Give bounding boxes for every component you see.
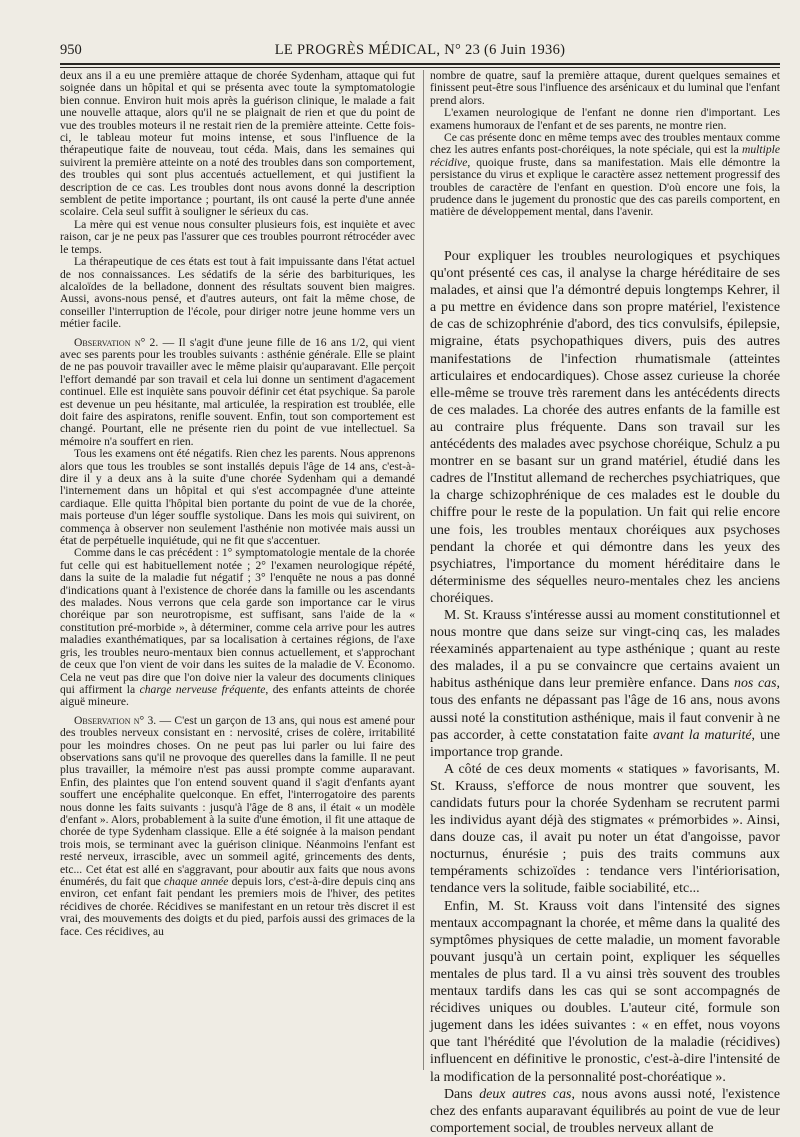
paragraph: La mère qui est venue nous consulter plusieurs fois, est inquiète et avec raison, car je ne peux pas l'assurer que ces troubles pourront rétrocéder avec le temps. xyxy=(60,217,415,256)
text-run: Comme dans le cas précédent : 1° symptomatologie mentale de la chorée fut celle qui est habituellement notée ; 2° l'examen neurologique répété, dans la suite de la maladie fut négatif ; 3° l'enquête ne nous a pas donné d'indications quant à l'existence de chorée dans la famille ou les ascendants des malades. Nous verrons que cela garde son importance car le virus choréique par son neurotropisme, est suffisant, sans l'aide de la « constitution pré-morbide », à déterminer, comme cela arrive pour les autres maladies exanthématiques, par sa localisation à certaines régions, de l'axe gris, les troubles neuro-mentaux bien connus actuellement, et s'approchant de ceux que l'on vient de voir dans les suites de la maladie de V. Economo. Cela ne veut pas dire que l'on doive nier la valeur des documents cliniques qui affirment la xyxy=(60,546,415,696)
paragraph xyxy=(430,132,780,219)
text-run: M. St. Krauss s'intéresse aussi au moment constitutionnel et nous montre que dans seize sur vingt-cinq cas, les malades réexaminés appartenaient au type asthénique ; quant au reste des malades, il a pu se convaincre que certains avaient un habitus asthénique dans leur première enfance. Dans xyxy=(430,607,780,692)
page-number: 950 xyxy=(60,42,82,58)
observation-3 xyxy=(60,715,415,938)
emphasis: avant la maturité xyxy=(652,727,752,743)
paragraph: nombre de quatre, sauf la première attaque, durent quelques semaines et finissent peut-être sous l'influence des arsénicaux et du luminal que l'enfant prend alors. xyxy=(430,69,780,107)
observation-text: — Il s'agit d'une jeune fille de 16 ans 1/2, qui vient avec ses parents pour les troubles suivants : asthénie générale. Elle se plaint de ne pas pouvoir travailler avec le même plaisir qu'auparavant. Elle perçoit l'effort demandé par son travail et cela lui donne un sentiment d'agacement continuel. Elle est inquiète sans pouvoir définir cet état psychique. Sa parole est devenue un peu hésitante, mal articulée, la respiration est troublée, elle doit faire des aspiratons, renifle souvent. Enfin, tout son comportement est changé. Pourtant, elle ne présente rien du point de vue intellectuel. Sa mémoire n'a souffert en rien. xyxy=(60,335,416,448)
paragraph xyxy=(60,547,415,708)
text-run: , nous avons aussi noté, l'existence chez des enfants auparavant équilibrés au point de vue de leur comportement social, de troubles nerveux allant de xyxy=(430,1086,780,1136)
right-column-small-print xyxy=(430,70,780,219)
observation-2 xyxy=(60,337,415,449)
paragraph xyxy=(430,607,780,761)
text-run: Ce cas présente donc en même temps avec des troubles mentaux comme chez les autres enfants post-choréiques, la note spéciale, qui est la xyxy=(430,131,780,157)
observation-text: — C'est un garçon de 13 ans, qui nous est amené pour des troubles nerveux consistant en : nervosité, crises de colère, irritabilité pour les moindres choses. On ne peut pas lui parler ou lui faire des observations sans qu'il ne provoque des querelles dans la famille. Il ne peut plus travailler, la mémoire n'est pas aussi prompte comme auparavant. Enfin, des plaintes que l'on entend souvent quand il s'agit d'enfants ayant souffert une encéphalite quelconque. En effet, l'interrogatoire des parents nous donne les faits suivants : jusqu'à l'âge de 8 ans, il était « un modèle d'enfant ». Alors, probablement à la suite d'une émotion, il fit une attaque de chorée de type Sydenham classique. Elle a été soignée à la maison pendant trois mois, se terminant avec la guérison clinique. Néanmoins l'enfant est resté nerveux, irrascible, avec un sommeil agité, grincements des dents, etc... Cet état est allé en s'aggravant, pour aboutir aux faits que nous avons énumérés, du fait que xyxy=(60,713,416,888)
paragraph: Enfin, M. St. Krauss voit dans l'intensité des signes mentaux accompagnant la chorée, et même dans la qualité des symptômes physiques de cette maladie, un moment favorable pouvant jusqu'à un certain point, expliquer les séquelles mentales de plus tard. Il a vu ainsi très souvent des troubles mentaux tardifs dans les cas qui se sont accompagnés de récidives uniques ou doubles. L'auteur cité, formule son jugement dans les idées suivantes : « en effet, nous voyons que tant l'hérédité que l'évolution de la maladie (récidives) influencent en définitive le pronostic, c'est-à-dire l'intensité de la modification de la personnalité post-choréatique ». xyxy=(430,898,780,1085)
paragraph: La thérapeutique de ces états est tout à fait impuissante dans l'état actuel de nos connaissances. Les sédatifs de la série des barbituriques, les alcaloïdes de la belladone, donnent des résultats souvent bien maigres. Aussi, avons-nous pensé, et d'autres auteurs, ont fait la même chose, de conseiller l'interruption de l'école, pour diriger notre jeune homme vers un métier facile. xyxy=(60,255,415,331)
header-rule-thin xyxy=(60,67,780,68)
observation-label: Observation n° 3. xyxy=(74,713,157,727)
text-run: , des enfants atteints de chorée aiguë mineure. xyxy=(60,682,415,709)
emphasis: chaque année xyxy=(164,875,229,888)
journal-title: LE PROGRÈS MÉDICAL, N° 23 (6 Juin 1936) xyxy=(274,42,566,58)
emphasis: deux autres cas xyxy=(479,1086,572,1102)
emphasis: nos cas xyxy=(734,676,777,692)
paragraph: Pour expliquer les troubles neurologiques et psychiques qu'ont présenté ces cas, il analyse la charge héréditaire de ses malades, et ainsi que l'a démontré depuis longtemps Kehrer, il a pu mettre en évidence dans son propre matériel, l'existence de cas de schizophrénie d'abord, des tics convulsifs, épilepsie, migraine, états psychopathiques divers, puis des autres manifestations de l'infection rhumatismale (atteintes articulaires et endocardiques). Chose assez curieuse la chorée elle-même se trouve très rarement dans les antécédents directs de ces malades. La chorée des autres enfants de la famille est au contraire plus fréquente. Dans son travail sur les antécédents des malades avec psychose choréique, Schulz a pu montrer en se basant sur un grand matériel, étudié dans les cadres de l'Institut allemand de recherches psychiatriques, que la charge schizophrénique de ces malades est le double du chiffre pour le reste de la population. Un fait qui relie encore une fois, les troubles mentaux choréiques aux psychoses pendant la chorée et qui démontre dans les yeux des psychiatres, l'importance du moment héréditaire dans le déterminisme des séquelles neuro-mentales chez les anciens choréiques. xyxy=(430,249,780,606)
text-run: , quoique fruste, dans sa manifestation. Mais elle démontre la persistance du virus et explique le caractère assez nettement progressif des troubles de caractère de l'enfant en question. D'où encore une fois, la prudence dans le jugement du pronostic que des cas pareils comportent, en matière de développement mental, dans l'avenir. xyxy=(430,155,780,219)
column-divider xyxy=(423,70,424,1070)
emphasis: multiple récidive xyxy=(430,143,780,169)
text-run: depuis lors, c'est-à-dire depuis cinq ans environ, cet enfant fait pendant les premiers mois de l'hiver, des petites récidives de chorée. Récidives se manifestant en un retour très discret il est vrai, des mouvements des doigts et du pied, parfois aussi des grimaces de la face. Ces récidives, au xyxy=(60,875,416,938)
paragraph: L'examen neurologique de l'enfant ne donne rien d'important. Les examens humoraux de l'enfant et de ses parents, ne montre rien. xyxy=(430,106,780,132)
paragraph: deux ans il a eu une première attaque de chorée Sydenham, attaque qui fut soignée dans un hôpital et qui se présenta avec toute la symptomatologie bien connue. Environ huit mois après la guérison clinique, le malade a fait une nouvelle attaque, alors qu'il ne se plaignait de rien et que du point de vue des troubles moteurs il ne restait rien de la première atteinte. Cette fois-ci, le tableau moteur fut moins intense, et sous l'influence de la thérapeutique faite de nouveau, tout céda. Mais, dans les semaines qui suivirent la première atteinte on a noté des troubles dans son comportement, des troubles qui sont plus accentués actuellement, et qui justifient la description de ce cas. Les troubles dont nous avons donné la description semblent de petite importance ; pourtant, ils ont causé la perte d'une année scolaire. Cela seul suffit à souligner le sérieux du cas. xyxy=(60,69,415,219)
text-run: , tous des enfants ne dépassant pas l'âge de 16 ans, nous avons aussi noté la constitution asthénique, mais il faut convenir à ne pas accorder, à cette constatation faite xyxy=(430,676,780,743)
paragraph xyxy=(430,1086,780,1137)
text-run: , une importance trop grande. xyxy=(430,727,780,760)
right-column-body xyxy=(430,248,780,1137)
running-header xyxy=(60,40,780,60)
observation-label: Observation n° 2. xyxy=(74,335,159,349)
paragraph: A côté de ces deux moments « statiques » favorisants, M. St. Krauss, s'efforce de nous montrer que souvent, les candidats futurs pour la chorée Sydenham se recrutent parmi les individus ayant déjà des stigmates « prémorbides ». Ainsi, dans douze cas, il avait pu noter un état d'angoisse, pavor nocturnus, énurésie ; puis des traits communs aux tempéraments schizoïdes : tendance vers l'intériorisation, tendance vers la solitude, faible sociabilité, etc... xyxy=(430,761,780,897)
emphasis: charge nerveuse fréquente xyxy=(139,682,266,696)
left-column xyxy=(60,70,415,938)
header-rule-thick xyxy=(60,63,780,65)
text-run: Dans xyxy=(444,1086,480,1102)
paragraph: Tous les examens ont été négatifs. Rien chez les parents. Nous apprenons alors que tous les troubles se sont installés depuis l'âge de 14 ans, c'est-à-dire il y a deux ans à la suite d'une chorée Sydenham qui a demandé l'internement dans un hôpital et qui s'est accompagnée d'une atteinte cardiaque. Elle quitta l'hôpital bien portante du point de vue de la chorée, mais porteuse d'un léger souffle systolique. Dans les mois qui suivirent, on commença à observer non seulement l'asthénie non motivée mais aussi un état de perpétuelle inquiétude, qui ne fit que s'accentuer. xyxy=(60,447,415,548)
